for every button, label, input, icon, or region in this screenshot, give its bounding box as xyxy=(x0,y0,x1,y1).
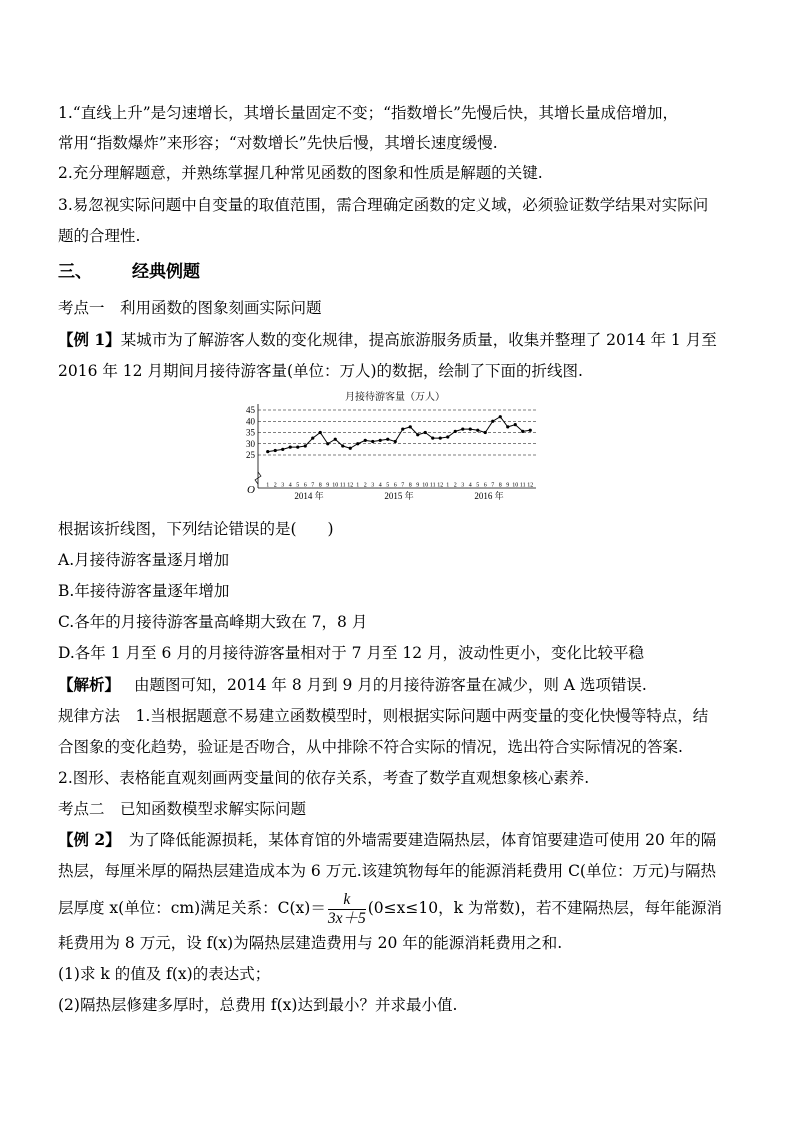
x-tick-label: 3 xyxy=(281,482,285,489)
data-point xyxy=(281,448,284,451)
data-point xyxy=(401,428,404,431)
example-2-line-3-pre: 层厚度 x(单位：cm)满足关系：C(x)＝ xyxy=(58,899,326,917)
x-tick-label: 3 xyxy=(461,482,465,489)
data-point xyxy=(304,444,307,447)
section-number: 三、 xyxy=(58,262,92,282)
x-tick-label: 9 xyxy=(326,482,330,489)
data-point xyxy=(454,430,457,433)
option-c: C.各年的月接待游客量高峰期大致在 7，8 月 xyxy=(58,613,368,631)
x-tick-label: 10 xyxy=(422,482,429,489)
analysis-text: 由题图可知，2014 年 8 月到 9 月的月接待游客量在减少，则 A 选项错误. xyxy=(134,676,647,694)
note-line-5: 题的合理性. xyxy=(58,227,141,245)
data-point xyxy=(371,440,374,443)
method-line-2: 合图象的变化趋势，验证是否吻合，从中排除不符合实际的情况，选出符合实际情况的答案. xyxy=(58,738,683,756)
x-tick-label: 4 xyxy=(378,482,382,489)
data-point xyxy=(431,437,434,440)
x-tick-label: 4 xyxy=(288,482,292,489)
data-point xyxy=(484,431,487,434)
fraction-numerator: k xyxy=(328,891,366,910)
example-2-line-4: 耗费用为 8 万元，设 f(x)为隔热层建造费用与 20 年的能源消耗费用之和. xyxy=(58,934,563,952)
x-tick-label: 11 xyxy=(519,482,526,489)
option-d: D.各年 1 月至 6 月的月接待游客量相对于 7 月至 12 月，波动性更小，变化比较平稳 xyxy=(58,644,645,662)
x-tick-label: 12 xyxy=(347,482,354,489)
series-line xyxy=(268,417,531,452)
example-2-line-3-post: (0≤x≤10，k 为常数)，若不建隔热层，每年能源消 xyxy=(367,899,722,917)
data-point xyxy=(334,438,337,441)
chart-series xyxy=(266,415,532,453)
data-point xyxy=(491,420,494,423)
x-tick-label: 9 xyxy=(506,482,510,489)
data-point xyxy=(469,428,472,431)
x-tick-label: 5 xyxy=(476,482,480,489)
x-tick-label: 6 xyxy=(393,482,397,489)
option-b: B.年接待游客量逐年增加 xyxy=(58,582,230,600)
x-tick-label: 10 xyxy=(512,482,519,489)
x-tick-label: 7 xyxy=(491,482,495,489)
x-tick-label: 1 xyxy=(356,482,360,489)
year-label: 2014 年 xyxy=(294,491,324,501)
option-a: A.月接待游客量逐月增加 xyxy=(58,551,230,569)
data-point xyxy=(446,435,449,438)
x-tick-label: 5 xyxy=(386,482,390,489)
data-point xyxy=(529,429,532,432)
x-tick-label: 6 xyxy=(303,482,307,489)
data-point xyxy=(326,442,329,445)
note-line-2: 常用“指数爆炸”来形容；“对数增长”先快后慢，其增长速度缓慢. xyxy=(58,134,498,152)
y-tick-label: 40 xyxy=(246,416,255,427)
chart-grid xyxy=(258,410,536,455)
data-point xyxy=(379,439,382,442)
data-point xyxy=(266,450,269,453)
kaodian-2: 考点二 已知函数模型求解实际问题 xyxy=(58,800,307,818)
x-tick-label: 8 xyxy=(408,482,412,489)
analysis-line xyxy=(58,675,647,695)
data-point xyxy=(364,439,367,442)
example-1-question: 根据该折线图，下列结论错误的是( ) xyxy=(58,520,334,538)
x-tick-label: 10 xyxy=(332,482,339,489)
example-2-line-3 xyxy=(58,888,722,928)
data-point xyxy=(311,437,314,440)
x-tick-label: 3 xyxy=(371,482,375,489)
example-1-line-2: 2016 年 12 月期间月接待游客量(单位：万人)的数据，绘制了下面的折线图. xyxy=(58,362,583,380)
example-1-tag: 【例 1】 xyxy=(58,330,121,349)
example-1-line-1 xyxy=(58,330,717,350)
data-point xyxy=(274,449,277,452)
data-point xyxy=(514,423,517,426)
data-point xyxy=(409,425,412,428)
chart-title: 月接待游客量（万人） xyxy=(345,392,445,403)
y-tick-label: 45 xyxy=(246,405,255,415)
fraction-denominator: 3x＋5 xyxy=(327,909,366,927)
data-point xyxy=(349,447,352,450)
chart-x-ticks xyxy=(266,483,533,502)
x-tick-label: 2 xyxy=(453,482,457,489)
analysis-tag: 【解析】 xyxy=(58,675,121,694)
y-tick-label: 35 xyxy=(246,427,255,438)
data-point xyxy=(296,446,299,449)
chart-y-ticks xyxy=(246,405,256,460)
data-point xyxy=(424,431,427,434)
data-point xyxy=(289,446,292,449)
x-tick-label: 12 xyxy=(437,482,444,489)
x-tick-label: 8 xyxy=(498,482,502,489)
data-point xyxy=(521,430,524,433)
line-chart xyxy=(240,390,540,508)
example-2-q2: (2)隔热层修建多厚时，总费用 f(x)达到最小？并求最小值. xyxy=(58,996,458,1014)
example-1-text-1: 某城市为了解游客人数的变化规律，提高旅游服务质量，收集并整理了 2014 年 1 月至 xyxy=(120,331,717,349)
x-tick-label: 7 xyxy=(311,482,315,489)
data-point xyxy=(476,429,479,432)
x-tick-label: 4 xyxy=(468,482,472,489)
year-label: 2016 年 xyxy=(474,491,504,501)
y-tick-label: 30 xyxy=(246,438,255,449)
data-point xyxy=(461,428,464,431)
x-tick-label: 9 xyxy=(416,482,420,489)
example-2-line-2: 热层，每厘米厚的隔热层建造成本为 6 万元.该建筑物每年的能源消耗费用 C(单位：万元)与隔热 xyxy=(58,862,717,880)
example-2-tag: 【例 2】 xyxy=(58,830,121,849)
fraction xyxy=(328,891,366,928)
x-tick-label: 1 xyxy=(446,482,450,489)
x-tick-label: 8 xyxy=(318,482,322,489)
data-point xyxy=(506,425,509,428)
note-line-3: 2.充分理解题意，并熟练掌握几种常见函数的图象和性质是解题的关键. xyxy=(58,164,543,182)
data-point xyxy=(341,444,344,447)
x-tick-label: 6 xyxy=(483,482,487,489)
data-point xyxy=(386,438,389,441)
section-title: 经典例题 xyxy=(132,262,200,282)
kaodian-1: 考点一 利用函数的图象刻画实际问题 xyxy=(58,299,322,317)
year-label: 2015 年 xyxy=(384,491,414,501)
data-point xyxy=(356,442,359,445)
section-heading xyxy=(58,262,200,282)
y-tick-label: 25 xyxy=(246,450,255,460)
x-tick-label: 5 xyxy=(296,482,300,489)
method-line-3: 2.图形、表格能直观刻画两变量间的依存关系，考查了数学直观想象核心素养. xyxy=(58,769,590,787)
example-2-q1: (1)求 k 的值及 f(x)的表达式； xyxy=(58,965,271,983)
x-tick-label: 1 xyxy=(266,482,270,489)
note-line-1: 1.“直线上升”是匀速增长，其增长量固定不变；“指数增长”先慢后快，其增长量成倍增加， xyxy=(58,104,678,122)
x-tick-label: 7 xyxy=(401,482,405,489)
x-tick-label: 12 xyxy=(527,482,534,489)
chart-origin-label: O xyxy=(247,484,255,496)
data-point xyxy=(394,440,397,443)
data-point xyxy=(319,431,322,434)
example-2-text-1: 为了降低能源损耗，某体育馆的外墙需要建造隔热层，体育馆要建造可使用 20 年的隔 xyxy=(128,831,717,849)
method-line-1: 规律方法 1.当根据题意不易建立函数模型时，则根据实际问题中两变量的变化快慢等特点，结 xyxy=(58,707,709,725)
data-point xyxy=(416,433,419,436)
note-line-4: 3.易忽视实际问题中自变量的取值范围，需合理确定函数的定义域，必须验证数学结果对实际问 xyxy=(58,196,709,214)
x-tick-label: 2 xyxy=(273,482,277,489)
data-point xyxy=(499,415,502,418)
x-tick-label: 11 xyxy=(429,482,436,489)
example-2-line-1 xyxy=(58,830,716,850)
x-tick-label: 2 xyxy=(363,482,367,489)
data-point xyxy=(439,437,442,440)
x-tick-label: 11 xyxy=(339,482,346,489)
